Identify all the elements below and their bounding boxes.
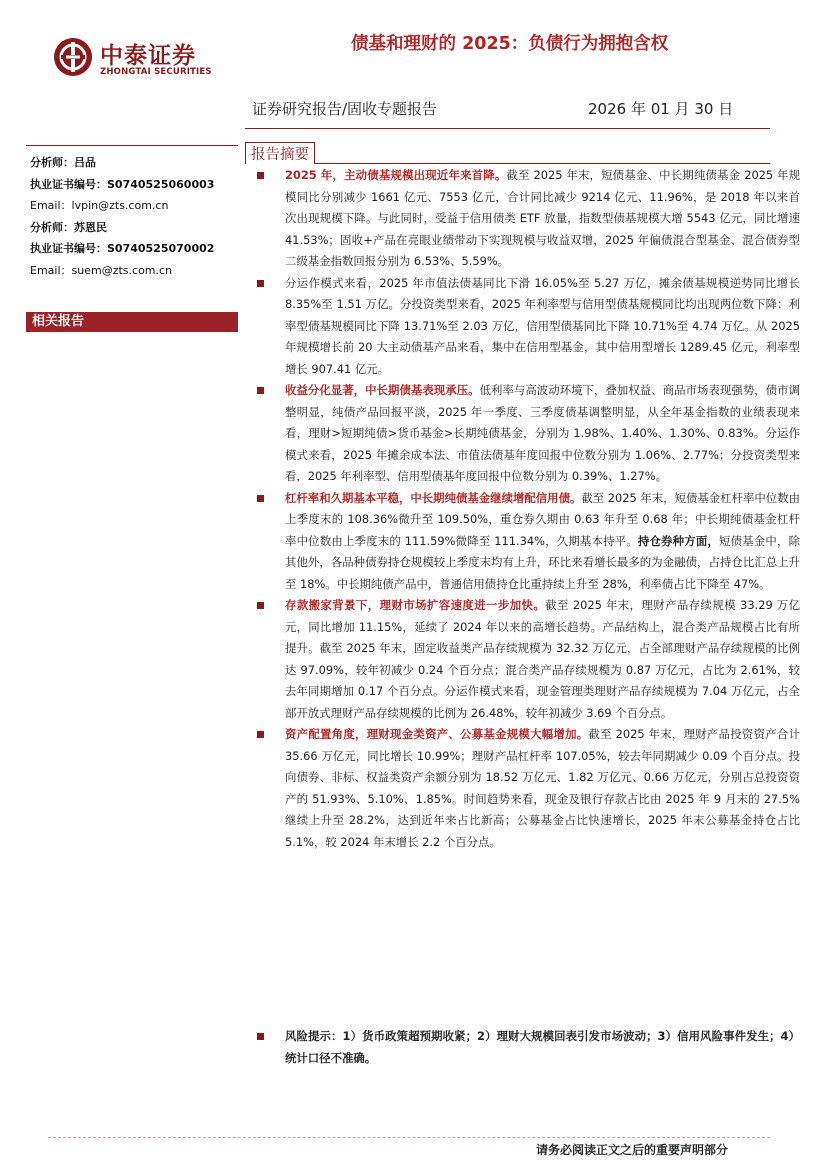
bullet-1: 2025 年，主动债基规模出现近年来首降。截至 2025 年末，短债基金、中长期纯债基金 2025 年规模同比分别减少 1661 亿元、7553 亿元，合计同比减少 9214 亿元、11.96%，是 2018 年以来首次出现规模下降。与此同时，受益于信用债类 ETF 放量，指数型债基规模大增 5543 亿元，同比增速 41.53%；固收+产品在亮眼业绩带动下实现规模与收益双增，2025 年偏债混合型基金、混合债券型二级基金指数回报分别为 6.53%、5.59%。 (252, 165, 800, 273)
bullet-2: 分运作模式来看，2025 年市值法债基同比下滑 16.05%至 5.27 万亿，摊余债基规模逆势同比增长 8.35%至 1.51 万亿。分投资类型来看，2025 年利率型与信用型债基规模同比均出现两位数下降：利率型债基规模同比下降 13.71%至 2.03 万亿，信用型债基同比下降 10.71%至 4.74 万亿。从 2025 年规模增长前 20 大主动债基产品来看，集中在信用型基金，其中信用型增长 1289.45 亿元，利率型增长 907.41 亿元。 (252, 273, 800, 381)
bullet-square-icon (257, 731, 264, 738)
risk-warning (252, 1026, 800, 1069)
analyst-2-email[interactable]: Email：suem@zts.com.cn (30, 263, 173, 277)
company-logo (52, 36, 232, 86)
analyst-1-cert: 执业证书编号：S0740525060003 (30, 177, 215, 191)
bullet-6: 资产配置角度，理财现金类资产、公募基金规模大幅增加。截至 2025 年末，理财产品投资资产合计 35.66 万亿元，同比增长 10.99%；理财产品杠杆率 107.05%，较去年同期减少 0.09 个百分点。投向债券、非标、权益类资产余额分别为 18.52 万亿元、1.82 万亿元、0.66 万亿元，分别占总投资资产的 51.93%、5.10%、1.85%。时间趋势来看，现金及银行存款占比由 2025 年 9 月末的 27.5%继续上升至 28.2%，达到近年来占比新高；公募基金占比快速增长，2025 年末公募基金持仓占比 5.1%，较 2024 年末增长 2.2 个百分点。 (252, 724, 800, 853)
analyst-2-cert: 执业证书编号：S0740525070002 (30, 242, 215, 255)
bullet-3: 收益分化显著，中长期债基表现承压。低利率与高波动环境下，叠加权益、商品市场表现强势，债市调整明显，纯债产品回报平淡，2025 年一季度、三季度债基调整明显，从全年基金指数的业绩表现来看，理财>短期纯债>货币基金>长期纯债基金，分别为 1.98%、1.40%、1.30%、0.83%。分运作模式来看，2025 年摊余成本法、市值法债基年度回报中位数分别为 1.06%、2.77%；分投资类型来看，2025 年利率型、信用型债基年度回报中位数分别为 0.39%、1.27%。 (252, 380, 800, 488)
analyst-1-name: 分析师：吕品 (30, 156, 96, 169)
header-divider (245, 128, 770, 129)
report-title: 债基和理财的 2025：负债行为拥抱含权 (351, 34, 669, 54)
report-date: 2026 年 01 月 30 日 (588, 100, 734, 118)
report-type: 证券研究报告/固收专题报告 (252, 100, 438, 118)
bullet-square-icon (257, 602, 264, 609)
related-reports-header: 相关报告 (26, 312, 238, 332)
zhongtai-logo-icon (52, 36, 94, 78)
bullet-5: 存款搬家背景下，理财市场扩容速度进一步加快。截至 2025 年末，理财产品存续规模 33.29 万亿元，同比增加 11.15%，延续了 2024 年以来的高增长趋势。产品结构上，混合类产品规模占比有所提升。截至 2025 年末，固定收益类产品存续规模为 32.32 万亿元，占全部理财产品存续规模的比例达 97.09%，较年初减少 0.24 个百分点；混合类产品存续规模为 0.87 万亿元，占比为 2.61%，较去年同期增加 0.17 个百分点。分运作模式来看，现金管理类理财产品存续规模为 7.04 万亿元，占全部开放式理财产品存续规模的比例为 26.48%，较年初减少 3.69 个百分点。 (252, 595, 800, 724)
bullet-4: 杠杆率和久期基本平稳，中长期纯债基金继续增配信用债。截至 2025 年末，短债基金杠杆率中位数由上季度末的 108.36%微升至 109.50%，重仓券久期由 0.63 年升至 0.68 年；中长期纯债基金杠杆率中位数由上季度末的 111.59%微降至 111.34%，久期基本持平。持仓券种方面，短债基金中，除其他外，各品种债券持仓规模较上季度末均有上升，环比来看增长最多的为金融债，占持仓比汇总上升至 18%。中长期纯债产品中，普通信用债持仓比重持续上升至 28%，利率债占比下降至 47%。 (252, 488, 800, 596)
bullet-square-icon (257, 495, 264, 502)
summary-bullets (252, 165, 800, 853)
summary-title: 报告摘要 (245, 142, 315, 164)
analyst-2-name: 分析师：苏恩民 (30, 220, 107, 234)
analyst-1-email[interactable]: Email：lvpin@zts.com.cn (30, 199, 169, 212)
logo-en: ZHONGTAI SECURITIES (100, 67, 212, 77)
bullet-square-icon (257, 1033, 264, 1040)
analyst-list (30, 152, 240, 281)
logo-cn: 中泰证券 (100, 43, 196, 69)
bullet-square-icon (257, 172, 264, 179)
left-divider (26, 145, 238, 146)
footer-disclaimer: 请务必阅读正文之后的重要声明部分 (536, 1143, 729, 1157)
bullet-square-icon (257, 280, 264, 287)
footer-divider (48, 1137, 770, 1138)
bullet-square-icon (257, 387, 264, 394)
summary-header (245, 143, 770, 164)
risk-bullet: 风险提示：1）货币政策超预期收紧；2）理财大规模回表引发市场波动；3）信用风险事件发生；4）统计口径不准确。 (252, 1026, 800, 1069)
